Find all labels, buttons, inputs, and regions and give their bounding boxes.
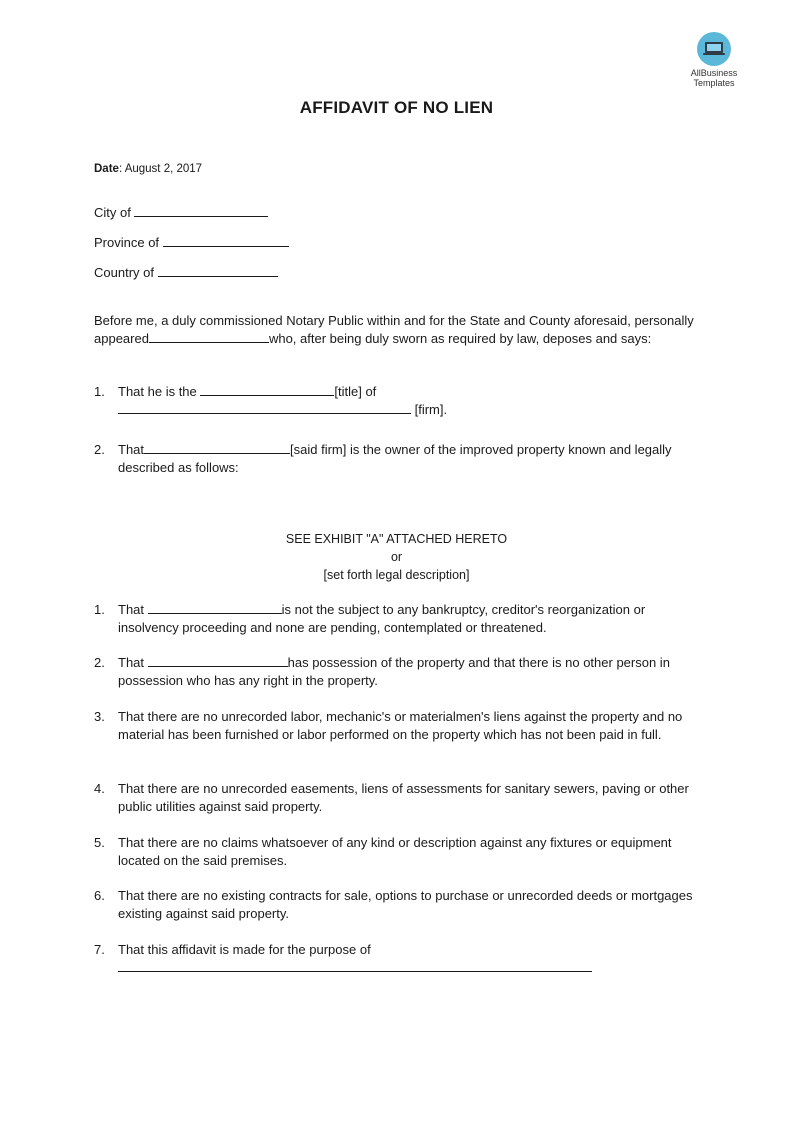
- country-blank[interactable]: [158, 264, 278, 277]
- date-label: Date: [94, 163, 119, 175]
- list-item: 7. That this affidavit is made for the purpose of: [94, 941, 704, 977]
- possessor-blank[interactable]: [148, 654, 288, 667]
- title-blank[interactable]: [200, 383, 334, 396]
- province-blank[interactable]: [163, 234, 289, 247]
- province-field: Province of: [94, 234, 289, 252]
- purpose-blank[interactable]: [118, 959, 592, 972]
- list-item: 6. That there are no existing contracts for sale, options to purchase or unrecorded deeds or mortgages existing against said property.: [94, 888, 693, 921]
- city-field: City of: [94, 204, 268, 222]
- list-item: 3. That there are no unrecorded labor, mechanic's or materialmen's liens against the property and no material has been furnished or labor performed on the property which has not been paid in full.: [94, 709, 683, 742]
- list-item: 1. That is not the subject to any bankruptcy, creditor's reorganization or insolvency proceeding and none are pending, contemplated or threatened.: [94, 602, 646, 635]
- intro-paragraph: Before me, a duly commissioned Notary Public within and for the State and County aforesaid, personally appeared who, after being duly sworn as required by law, deposes and says:: [94, 313, 694, 346]
- party-blank[interactable]: [148, 601, 282, 614]
- brand-logo: [684, 32, 744, 88]
- list-item: 2. That has possession of the property and that there is no other person in possession who has any right in the property.: [94, 655, 670, 688]
- firm-blank[interactable]: [118, 401, 411, 414]
- list-item: 1. That he is the [title] of [firm].: [94, 384, 448, 417]
- date-value: August 2, 2017: [124, 163, 203, 175]
- list-item: 5. That there are no claims whatsoever of any kind or description against any fixtures or equipment located on the said premises.: [94, 835, 672, 868]
- affiant-blank[interactable]: [149, 330, 269, 343]
- list-item: 2. That [said firm] is the owner of the improved property known and legally described as follows:: [94, 442, 672, 475]
- list-item: 4. That there are no unrecorded easements, liens of assessments for sanitary sewers, paving or other public utilities against said property.: [94, 781, 689, 814]
- document-title: AFFIDAVIT OF NO LIEN: [299, 98, 494, 117]
- exhibit-reference: SEE EXHIBIT "A" ATTACHED HERETO or [set forth legal description]: [285, 532, 508, 582]
- country-field: Country of: [94, 264, 278, 282]
- city-blank[interactable]: [134, 204, 268, 217]
- date-line: Date: August 2, 2017: [94, 163, 203, 175]
- laptop-icon: [697, 32, 731, 66]
- logo-text: AllBusiness Templates: [690, 68, 738, 88]
- said-firm-blank[interactable]: [144, 441, 290, 454]
